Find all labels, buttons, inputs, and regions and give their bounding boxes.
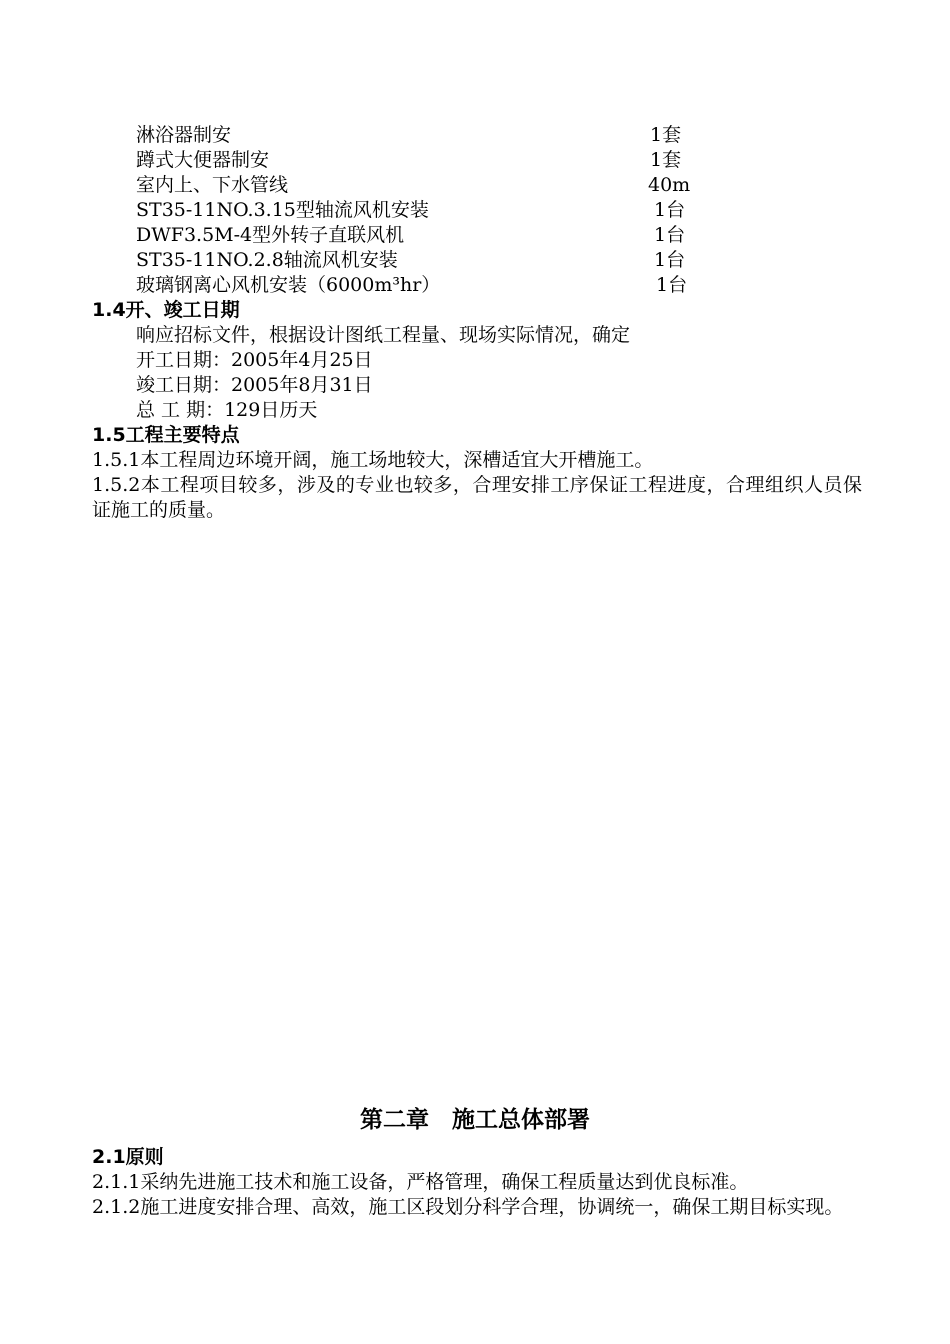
- end-date: 竣工日期：2005年8月31日: [136, 374, 373, 396]
- equipment-qty: 40m: [648, 174, 691, 196]
- equipment-name: 淋浴器制安: [136, 124, 232, 146]
- equipment-row: [136, 148, 736, 173]
- equipment-row: [136, 223, 736, 248]
- equipment-row: [136, 198, 736, 223]
- equipment-name: ST35-11NO.2.8轴流风机安装: [136, 249, 398, 271]
- section-heading: 1.4开、竣工日期: [92, 299, 240, 321]
- equipment-name: 室内上、下水管线: [136, 174, 289, 196]
- equipment-qty: 1套: [650, 124, 682, 146]
- equipment-row: [136, 123, 736, 148]
- equipment-row: [136, 173, 736, 198]
- equipment-name: 玻璃钢离心风机安装（6000m³hr）: [136, 274, 441, 296]
- section-paragraph: 2.1.2施工进度安排合理、高效，施工区段划分科学合理，协调统一，确保工期目标实现。: [92, 1196, 844, 1218]
- equipment-qty: 1套: [650, 149, 682, 171]
- section-paragraph: 1.5.1本工程周边环境开阔，施工场地较大，深槽适宜大开槽施工。: [92, 449, 654, 471]
- section-heading: 2.1原则: [92, 1146, 164, 1168]
- chapter-title: 第二章 施工总体部署: [360, 1107, 590, 1133]
- equipment-row: [136, 273, 736, 298]
- equipment-name: 蹲式大便器制安: [136, 149, 270, 171]
- start-date: 开工日期：2005年4月25日: [136, 349, 373, 371]
- total-duration: 总 工 期：129日历天: [136, 399, 318, 421]
- section-heading: 1.5工程主要特点: [92, 424, 240, 446]
- section-paragraph: 2.1.1采纳先进施工技术和施工设备，严格管理，确保工程质量达到优良标准。: [92, 1171, 749, 1193]
- section-paragraph: 1.5.2本工程项目较多，涉及的专业也较多，合理安排工序保证工程进度，合理组织人员保证施工的质量。: [92, 474, 862, 521]
- section-text: 响应招标文件，根据设计图纸工程量、现场实际情况，确定: [136, 324, 631, 346]
- equipment-name: ST35-11NO.3.15型轴流风机安装: [136, 199, 429, 221]
- equipment-qty: 1台: [654, 224, 686, 246]
- equipment-qty: 1台: [656, 274, 688, 296]
- equipment-qty: 1台: [654, 249, 686, 271]
- equipment-name: DWF3.5M-4型外转子直联风机: [136, 224, 405, 246]
- equipment-qty: 1台: [654, 199, 686, 221]
- equipment-row: [136, 248, 736, 273]
